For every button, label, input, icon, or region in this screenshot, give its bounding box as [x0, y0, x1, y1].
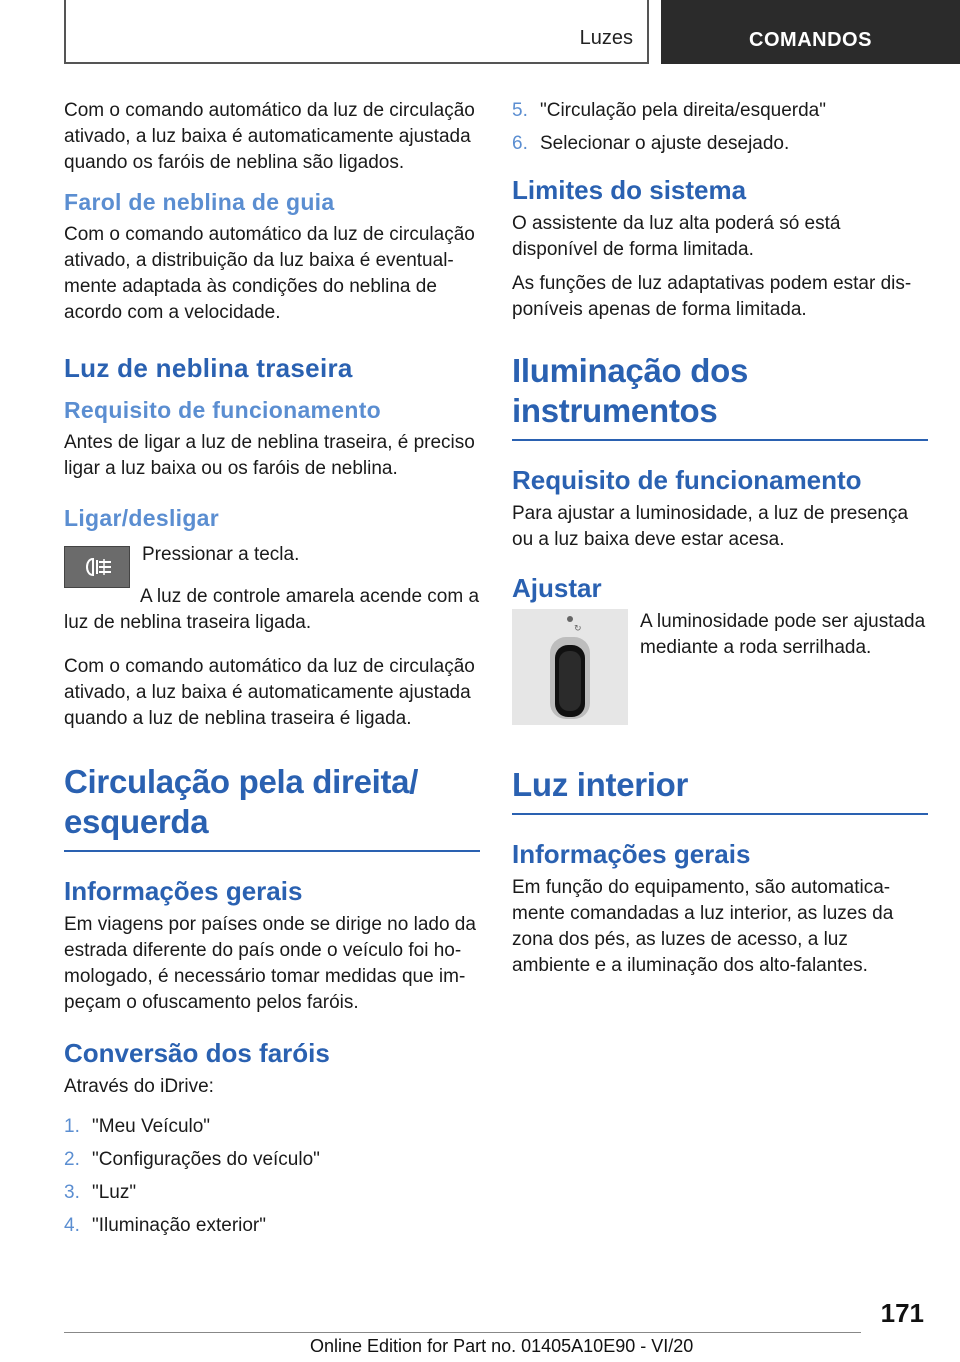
svg-text:↻: ↻	[574, 624, 582, 634]
paragraph: Para ajustar a luminosidade, a luz de presença ou a luz baixa deve estar acesa.	[512, 503, 909, 550]
right-column	[512, 98, 928, 991]
heading-ligar-desligar: Ligar/desligar	[64, 505, 220, 531]
heading-ajustar: Ajustar	[512, 573, 602, 603]
list-item: 4. "Iluminação exterior"	[64, 1215, 267, 1236]
heading-circulacao: Circulação pela direita/ esquerda	[64, 762, 480, 852]
heading-iluminacao-instrumentos: Iluminação dos instrumentos	[512, 351, 928, 441]
list-item: 2. "Configurações do veículo"	[64, 1149, 320, 1170]
heading-conversao-farois: Conversão dos faróis	[64, 1038, 330, 1068]
header-section-box	[64, 0, 649, 64]
paragraph: As funções de luz adaptativas podem estar dis-poníveis apenas de forma limitada.	[512, 273, 912, 320]
header-chapter-title: COMANDOS	[749, 29, 872, 51]
header-section-title: Luzes	[579, 27, 633, 49]
list-item: 3. "Luz"	[64, 1182, 137, 1203]
footer-divider	[64, 1332, 861, 1333]
steps-list	[512, 98, 928, 157]
paragraph: Com o comando automático da luz de circulação ativado, a distribuição da luz baixa é eventual-mente adaptada às condições do neblina de acordo com a velocidade.	[64, 224, 475, 323]
list-item: 1. "Meu Veículo"	[64, 1116, 211, 1137]
steps-list	[64, 1114, 480, 1239]
heading-limites-sistema: Limites do sistema	[512, 175, 747, 205]
rear-fog-button-block	[64, 542, 480, 588]
adjust-block	[512, 609, 928, 725]
paragraph: Pressionar a tecla.	[142, 544, 300, 565]
footer-edition: Online Edition for Part no. 01405A10E90 - VI/20	[310, 1336, 694, 1356]
paragraph: A luminosidade pode ser ajustada mediante a roda serrilhada.	[640, 611, 926, 658]
paragraph: Antes de ligar a luz de neblina traseira, é preciso ligar a luz baixa ou os faróis de neblina.	[64, 432, 475, 479]
paragraph: Com o comando automático da luz de circulação ativado, a luz baixa é automaticamente ajustada quando a luz de neblina traseira é ligada.	[64, 656, 475, 729]
heading-luz-interior: Luz interior	[512, 765, 928, 815]
rear-fog-light-icon	[64, 546, 130, 588]
heading-informacoes-gerais: Informações gerais	[512, 839, 751, 869]
paragraph: A luz de controle amarela acende com a luz de neblina traseira ligada.	[64, 586, 480, 633]
left-column	[64, 98, 480, 1251]
header-chapter-tab	[661, 0, 960, 64]
page-number: 171	[880, 1298, 924, 1328]
paragraph: Com o comando automático da luz de circulação ativado, a luz baixa é automaticamente ajustada quando os faróis de neblina são ligados.	[64, 100, 475, 173]
list-item: 5. "Circulação pela direita/esquerda"	[512, 100, 826, 121]
paragraph: O assistente da luz alta poderá só está disponível de forma limitada.	[512, 213, 841, 260]
paragraph: Através do iDrive:	[64, 1076, 214, 1097]
heading-luz-neblina-traseira: Luz de neblina traseira	[64, 353, 353, 383]
list-item: 6. Selecionar o ajuste desejado.	[512, 133, 790, 154]
heading-requisito-funcionamento: Requisito de funcionamento	[512, 465, 862, 495]
heading-informacoes-gerais: Informações gerais	[64, 876, 303, 906]
thumbwheel-image	[512, 609, 628, 725]
paragraph: Em função do equipamento, são automatica-mente comandadas a luz interior, as luzes da zona dos pés, as luzes de acesso, a luz ambiente e a iluminação dos alto-falantes.	[512, 877, 894, 976]
paragraph: Em viagens por países onde se dirige no lado da estrada diferente do país onde o veículo foi ho-mologado, é necessário tomar medidas que im-peçam o ofuscamento pelos faróis.	[64, 914, 476, 1013]
heading-farol-neblina-guia: Farol de neblina de guia	[64, 189, 335, 215]
heading-requisito-funcionamento: Requisito de funcionamento	[64, 397, 382, 423]
